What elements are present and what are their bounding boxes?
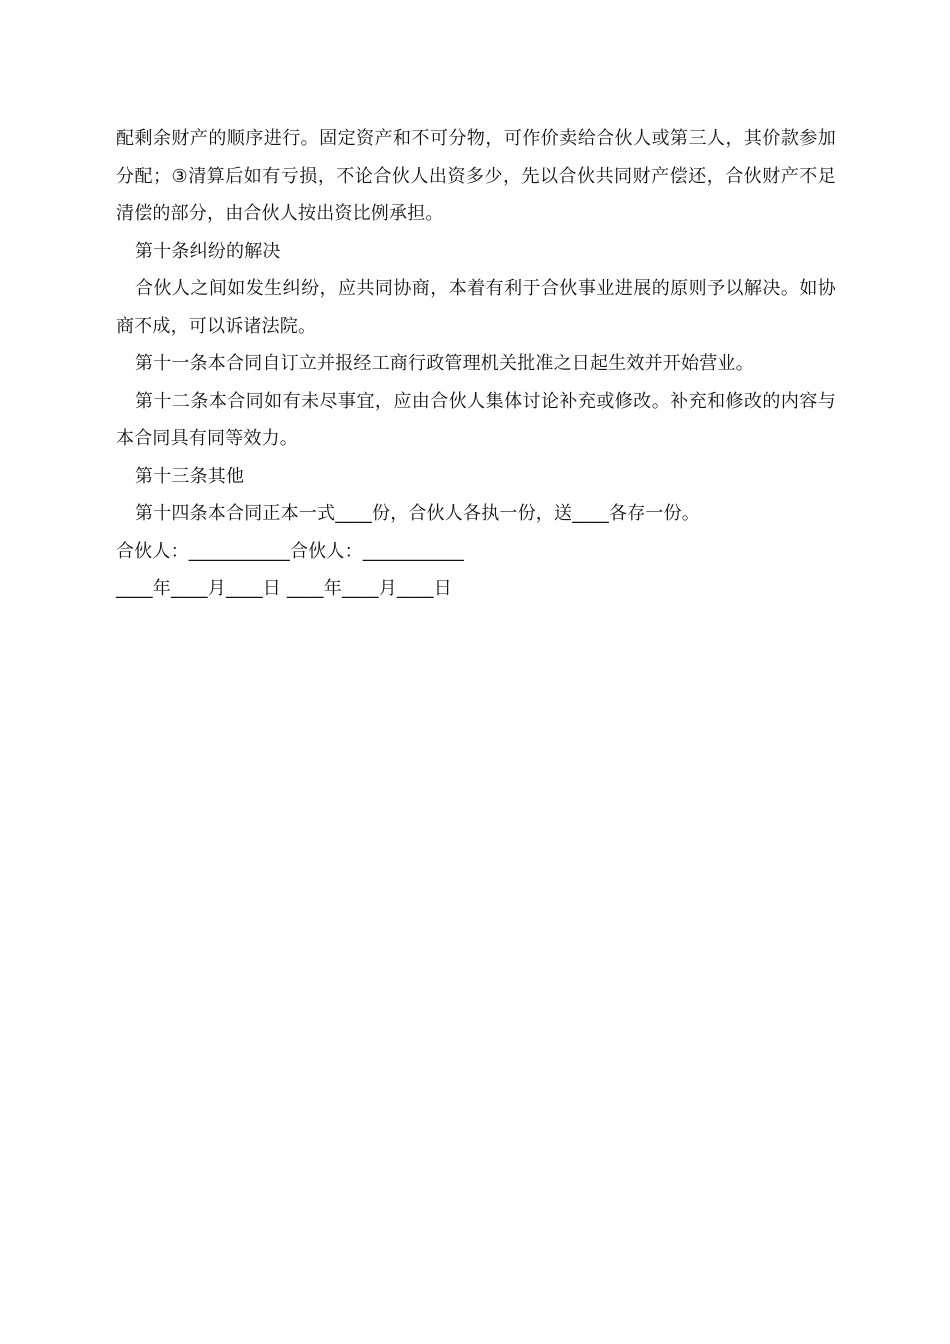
document-body — [116, 120, 836, 608]
paragraph-article-14: 第十四条本合同正本一式____份，合伙人各执一份，送____各存一份。 — [135, 503, 700, 524]
signature-date-line: ____年____月____日 ____年____月____日 — [116, 578, 452, 599]
partner-signature-line: 合伙人：___________合伙人：___________ — [116, 540, 464, 562]
paragraph-article-11: 第十一条本合同自订立并报经工商行政管理机关批准之日起生效并开始营业。 — [135, 353, 754, 374]
paragraph-dispute-resolution: 合伙人之间如发生纠纷，应共同协商，本着有利于合伙事业进展的原则予以解决。如协商不成，可以诉诸法院。 — [116, 278, 836, 337]
paragraph-liquidation-continued: 配剩余财产的顺序进行。固定资产和不可分物，可作价卖给合伙人或第三人，其价款参加分配；③清算后如有亏损，不论合伙人出资多少，先以合伙共同财产偿还，合伙财产不足清偿的部分，由合伙人按出资比例承担。 — [116, 128, 836, 224]
heading-article-13: 第十三条其他 — [135, 465, 245, 487]
paragraph-article-12: 第十二条本合同如有未尽事宜，应由合伙人集体讨论补充或修改。补充和修改的内容与本合同具有同等效力。 — [116, 390, 836, 449]
heading-article-10: 第十条纠纷的解决 — [135, 240, 281, 262]
